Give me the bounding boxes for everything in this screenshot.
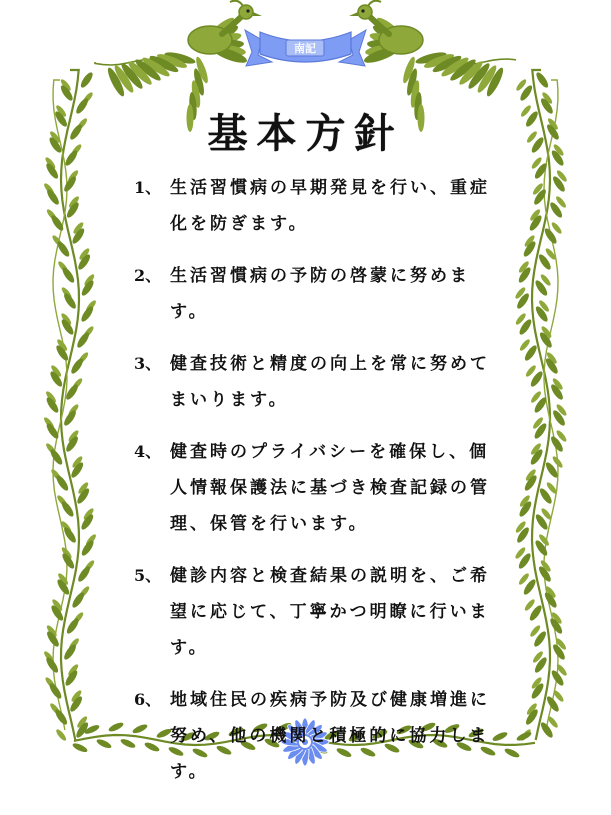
policy-list bbox=[134, 170, 506, 806]
policy-number: 5、 bbox=[134, 566, 162, 585]
policy-number: 3、 bbox=[134, 354, 162, 373]
policy-text: 生活習慣病の予防の啓蒙に努めます。 bbox=[170, 266, 470, 322]
policy-text: 生活習慣病の早期発見を行い、重症化を防ぎます。 bbox=[170, 178, 490, 234]
policy-item bbox=[134, 170, 506, 242]
policy-text: 地域住民の疾病予防及び健康増進に努め、他の機関と積極的に協力します。 bbox=[170, 690, 490, 782]
page-title: 基本方針 bbox=[207, 110, 404, 157]
policy-item bbox=[134, 258, 506, 330]
policy-number: 1、 bbox=[134, 178, 162, 197]
banner-text: 南記 bbox=[294, 42, 316, 55]
policy-item bbox=[134, 682, 506, 790]
policy-text: 健査時のプライバシーを確保し、個人情報保護法に基づき検査記録の管理、保管を行います。 bbox=[170, 442, 490, 534]
policy-item bbox=[134, 558, 506, 666]
policy-number: 4、 bbox=[134, 442, 162, 461]
policy-item bbox=[134, 346, 506, 418]
policy-item bbox=[134, 434, 506, 542]
policy-text: 健診内容と検査結果の説明を、ご希望に応じて、丁寧かつ明瞭に行います。 bbox=[170, 566, 490, 658]
policy-number: 6、 bbox=[134, 690, 162, 709]
policy-text: 健査技術と精度の向上を常に努めてまいります。 bbox=[170, 354, 490, 410]
policy-number: 2、 bbox=[134, 266, 162, 285]
